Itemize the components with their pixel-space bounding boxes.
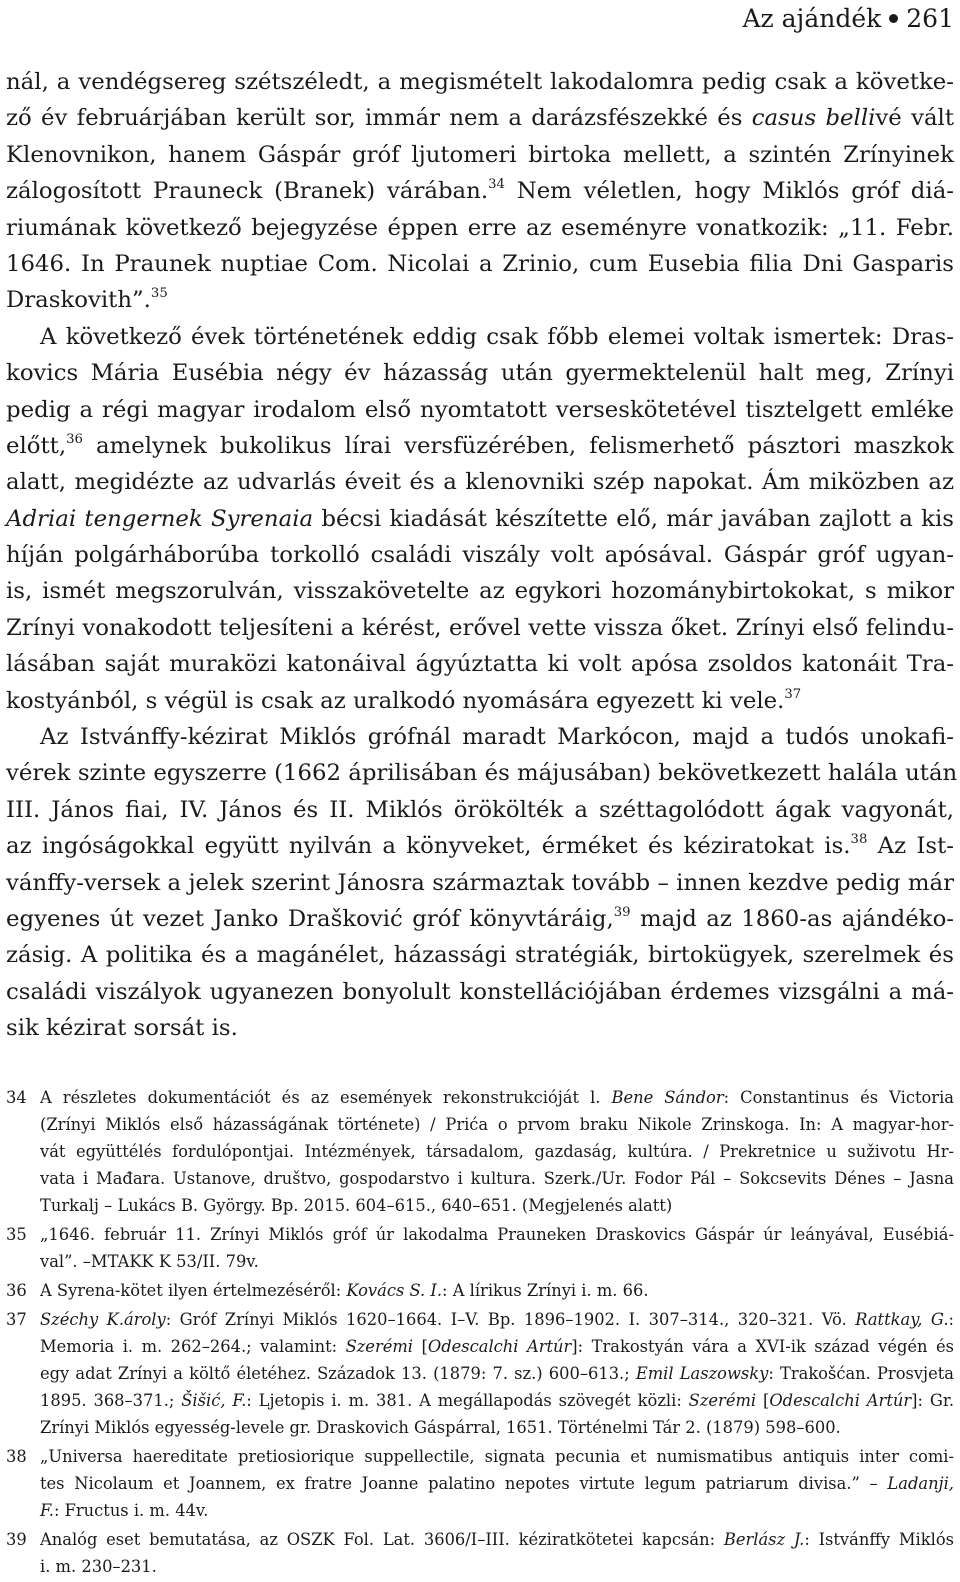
body-line: alatt, megidézte az udvarlás éveit és a klenovniki szép napokat. Ám miközben az <box>6 469 954 496</box>
body-line: Draskovith”.$^{35}$ <box>6 286 168 314</box>
body-line: A következő évek történetének eddig csak főbb elemei voltak ismertek: Dras- <box>40 323 954 350</box>
body-line: ző év februárjában került sor, immár nem a darázsfészekké és casus bellivé vált <box>6 105 954 132</box>
footnote-line: vata i Mađara. Ustanove, društvo, gospodarstvo i kultura. Szerk./Ur. Fodor Pál – Sokcsevits Dénes – Jasna <box>40 1169 954 1188</box>
footnote-line: „1646. február 11. Zrínyi Miklós gróf úr lakodalma Prauneken Draskovics Gáspár úr leányával, Eusébiá- <box>40 1225 954 1244</box>
body-line: kovics Mária Eusébia négy év házasság után gyermektelenül halt meg, Zrínyi <box>6 360 954 387</box>
body-line: 1646. In Praunek nuptiae Com. Nicolai a Zrinio, cum Eusebia filia Dni Gasparis <box>6 250 954 277</box>
running-header <box>742 2 954 36</box>
body-line: sik kézirat sorsát is. <box>6 1015 238 1042</box>
footnote-line: Memoria i. m. 262–264.; valamint: Szerémi [Odescalchi Artúr]: Trakostyán vára a XVI-ik század végén és <box>40 1337 954 1356</box>
footnote-number: 36 <box>6 1281 27 1300</box>
body-line: Az Istvánffy-kézirat Miklós grófnál maradt Markócon, majd a tudós unokafi- <box>40 724 954 751</box>
page-number: 261 <box>906 4 954 33</box>
footnote-number: 38 <box>6 1447 27 1466</box>
body-line: híján polgárháborúba torkolló családi viszály volt apósával. Gáspár gróf ugyan- <box>6 542 954 569</box>
body-line: vánffy-versek a jelek szerint Jánosra származtak tovább – innen kezdve pedig már <box>6 869 954 896</box>
body-line: lásában saját muraközi katonáival ágyúztatta ki volt apósa zsoldos katonáit Tra- <box>6 651 954 678</box>
body-line: zásig. A politika és a magánélet, házassági stratégiák, birtokügyek, szerelmek és <box>6 942 954 969</box>
body-line: nál, a vendégsereg szétszéledt, a megismételt lakodalomra pedig csak a követke- <box>6 69 954 95</box>
footnote-line: Turkalj – Lukács B. György. Bp. 2015. 604–615., 640–651. (Megjelenés alatt) <box>40 1196 673 1215</box>
body-line: pedig a régi magyar irodalom első nyomtatott verseskötetével tisztelgett emléke <box>6 396 954 423</box>
footnote-line: „Universa haereditate pretiosiorique suppellectile, signata pecunia et numismatibus antiquis inter comi- <box>40 1447 954 1466</box>
body-line: Zrínyi vonakodott teljesíteni a kérést, erővel vette vissza őket. Zrínyi első felindu- <box>6 614 954 641</box>
footnote-line: Zrínyi Miklós egyesség-levele gr. Draskovich Gáspárral, 1651. Történelmi Tár 2. (1879) 598–600. <box>40 1418 841 1437</box>
footnote-line: vát együttélés fordulópontjai. Intézmények, társadalom, gazdaság, kultúra. / Prekretnice u suživotu Hr- <box>40 1142 954 1161</box>
body-line: kostyánból, s végül is csak az uralkodó nyomására egyezett ki vele.$^{37}$ <box>6 686 802 714</box>
body-line: is, ismét megszorulván, visszakövetelte az egykori hozománybirtokokat, s mikor <box>6 578 954 605</box>
footnote <box>6 1221 954 1275</box>
footnote-line: A részletes dokumentációt és az események rekonstrukcióját l. Bene Sándor: Constantinus és Victoria <box>40 1088 954 1107</box>
running-title: Az ajándék <box>742 4 882 33</box>
body-line: zálogosított Prauneck (Branek) várában.$^{34}$ Nem véletlen, hogy Miklós gróf diá- <box>6 177 954 205</box>
footnote-line: Széchy K.ároly: Gróf Zrínyi Miklós 1620–1664. I–V. Bp. 1896–1902. I. 307–314., 320–321. Vö. Rattkay, G.: <box>40 1310 954 1329</box>
footnote-line: 1895. 368–371.; Šišić, F.: Ljetopis i. m. 381. A megállapodás szövegét közli: Szerémi [Odescalchi Artúr]: Gr. <box>40 1391 955 1410</box>
body-line: III. János fiai, IV. János és II. Miklós örökölték a széttagolódott ágak vagyonát, <box>6 796 954 823</box>
footnotes <box>6 1084 954 1582</box>
body-line: előtt,$^{36}$ amelynek bukolikus lírai versfüzérében, felismerhető pásztori maszkok <box>6 432 954 459</box>
footnote-number: 37 <box>6 1310 27 1329</box>
body-line: Klenovnikon, hanem Gáspár gróf ljutomeri birtoka mellett, a szintén Zrínyinek <box>6 141 954 168</box>
body-line: riumának következő bejegyzése éppen erre az eseményre vonatkozik: „11. Febr. <box>6 214 954 241</box>
main-body-text <box>6 64 958 1047</box>
footnote-line: A Syrena-kötet ilyen értelmezéséről: Kovács S. I.: A lírikus Zrínyi i. m. 66. <box>40 1281 649 1300</box>
body-line: egyenes út vezet Janko Drašković gróf könyvtáráig,$^{39}$ majd az 1860-as ajándéko- <box>6 905 955 932</box>
body-line: az ingóságokkal együtt nyilván a könyveket, érméket és kéziratokat is.$^{38}$ Az Ist- <box>6 832 954 860</box>
footnote <box>6 1526 954 1580</box>
body-line: családi viszályok ugyanezen bonyolult konstellációjában érdemes vizsgálni a má- <box>6 978 954 1005</box>
footnote-number: 35 <box>6 1225 27 1244</box>
footnote <box>6 1443 954 1524</box>
body-line: vérek szinte egyszerre (1662 áprilisában és májusában) bekövetkezett halála után <box>6 760 958 787</box>
footnote <box>6 1277 954 1304</box>
footnote-number: 39 <box>6 1530 27 1549</box>
footnote-line: tes Nicolaum et Joannem, ex fratre Joanne palatino nepotes virtute legum patriarum divisa.” – Ladanji, <box>40 1474 954 1493</box>
footnote-line: (Zrínyi Miklós első házasságának története) / Prića o prvom braku Nikole Zrinskoga. In: A magyar-hor- <box>40 1115 954 1134</box>
footnote-number: 34 <box>6 1088 27 1107</box>
footnote-line: i. m. 230–231. <box>40 1557 157 1576</box>
footnote <box>6 1084 954 1219</box>
footnote-line: F.: Fructus i. m. 44v. <box>40 1501 209 1520</box>
footnote-line: egy adat Zrínyi a költő életéhez. Századok 13. (1879: 7. sz.) 600–613.; Emil Laszowsky: Trakošćan. Prosvjeta <box>40 1364 954 1383</box>
footnote-line: Analóg eset bemutatása, az OSZK Fol. Lat. 3606/I–III. kéziratkötetei kapcsán: Berlász J.: Istvánffy Miklós <box>40 1530 954 1549</box>
body-line: Adriai tengernek Syrenaia bécsi kiadását készítette elő, már javában zajlott a kis <box>6 505 954 532</box>
footnote <box>6 1306 954 1441</box>
bullet-separator <box>889 14 898 23</box>
footnote-line: val”. –MTAKK K 53/II. 79v. <box>40 1252 259 1271</box>
